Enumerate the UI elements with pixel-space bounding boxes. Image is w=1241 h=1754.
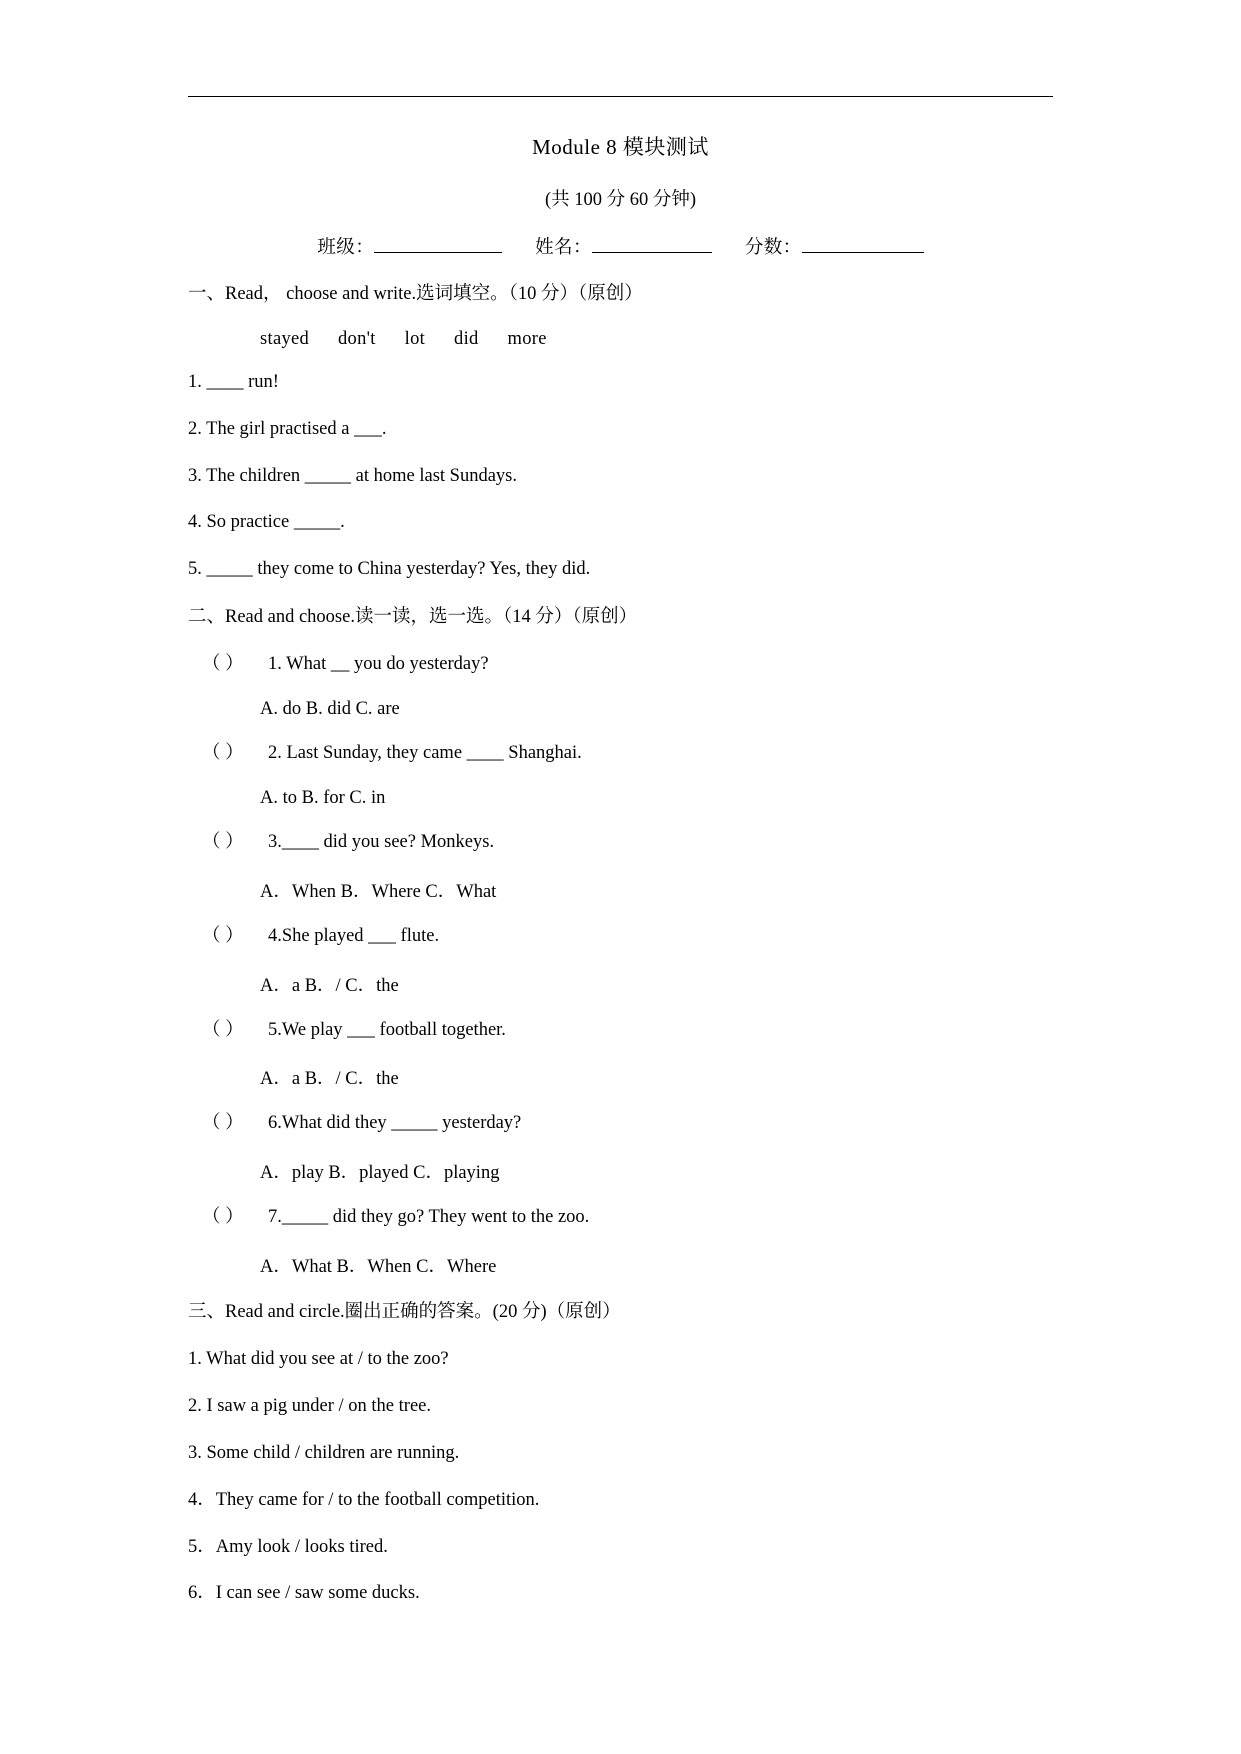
- header-divider: [188, 96, 1053, 97]
- wordbank-word: did: [454, 328, 479, 349]
- section-2-item[interactable]: [188, 652, 1053, 678]
- question-text: 7._____ did they go? They went to the zoo.: [268, 1207, 590, 1228]
- name-input-blank[interactable]: [592, 252, 712, 253]
- section-1-wordbank: [188, 329, 1053, 350]
- section-3-item[interactable]: 2. I saw a pig under / on the tree.: [188, 1395, 431, 1416]
- wordbank-word: don't: [338, 328, 376, 349]
- name-label: 姓名：: [535, 238, 592, 258]
- section-2-item[interactable]: [188, 1205, 1053, 1231]
- section-3-item[interactable]: 5．Amy look / looks tired.: [188, 1536, 388, 1557]
- exam-info-subtitle: (共 100 分 60 分钟): [544, 190, 697, 210]
- answer-bracket[interactable]: （ ）: [202, 742, 244, 763]
- section-3-item[interactable]: 6．I can see / saw some ducks.: [188, 1583, 420, 1604]
- class-label: 班级：: [317, 238, 375, 258]
- section-1-item[interactable]: 5. _____ they come to China yesterday? Yes, they did.: [188, 559, 591, 580]
- answer-bracket[interactable]: （ ）: [202, 1207, 244, 1228]
- section-2-item[interactable]: [188, 741, 1053, 767]
- section-2-options[interactable]: A. do B. did C. are: [260, 698, 400, 719]
- section-2-item[interactable]: [188, 830, 1053, 856]
- section-2-options[interactable]: A．a B．/ C．the: [260, 975, 399, 996]
- wordbank-word: more: [507, 328, 547, 349]
- section-1-item[interactable]: 4. So practice _____.: [188, 512, 345, 533]
- section-2-options[interactable]: A．play B．played C．playing: [260, 1163, 500, 1184]
- document-body: [188, 96, 1053, 1628]
- question-text: 3.____ did you see? Monkeys.: [268, 831, 495, 852]
- question-text: 2. Last Sunday, they came ____ Shanghai.: [268, 742, 582, 763]
- question-text: 4.She played ___ flute.: [268, 925, 440, 946]
- section-1-item[interactable]: 1. ____ run!: [188, 371, 279, 392]
- section-3-heading: 三、Read and circle.圈出正确的答案。(20 分)（原创）: [188, 1302, 621, 1323]
- section-2-item[interactable]: [188, 1111, 1053, 1137]
- section-3-item[interactable]: 4．They came for / to the football competition.: [188, 1489, 540, 1510]
- student-info-line: [188, 233, 1053, 259]
- wordbank-word: lot: [404, 328, 426, 349]
- question-text: 6.What did they _____ yesterday?: [268, 1113, 522, 1134]
- section-2-options[interactable]: A．What B．When C．Where: [260, 1257, 497, 1278]
- section-1-item[interactable]: 2. The girl practised a ___.: [188, 418, 387, 439]
- section-2-options[interactable]: A．When B．Where C．What: [260, 881, 497, 902]
- question-text: 1. What __ you do yesterday?: [268, 653, 489, 674]
- answer-bracket[interactable]: （ ）: [202, 831, 244, 852]
- answer-bracket[interactable]: （ ）: [202, 1019, 244, 1040]
- section-2-heading: 二、Read and choose.读一读，选一选。（14 分）（原创）: [188, 607, 638, 628]
- answer-bracket[interactable]: （ ）: [202, 653, 244, 674]
- section-2-item[interactable]: [188, 924, 1053, 950]
- score-label: 分数：: [744, 238, 802, 258]
- section-1-heading: 一、Read， choose and write.选词填空。（10 分）（原创）: [188, 284, 643, 304]
- section-2-options[interactable]: A．a B．/ C．the: [260, 1069, 399, 1090]
- score-input-blank[interactable]: [802, 252, 924, 253]
- page-title: Module 8 模块测试: [532, 135, 709, 159]
- section-3-item[interactable]: 3. Some child / children are running.: [188, 1442, 460, 1463]
- section-3-item[interactable]: 1. What did you see at / to the zoo?: [188, 1348, 449, 1369]
- section-1-item[interactable]: 3. The children _____ at home last Sundays.: [188, 465, 518, 486]
- question-text: 5.We play ___ football together.: [268, 1019, 506, 1040]
- section-2-options[interactable]: A. to B. for C. in: [260, 787, 386, 808]
- wordbank-word: stayed: [260, 328, 310, 349]
- class-input-blank[interactable]: [374, 252, 502, 253]
- section-2-item[interactable]: [188, 1018, 1053, 1044]
- answer-bracket[interactable]: （ ）: [202, 925, 244, 946]
- answer-bracket[interactable]: （ ）: [202, 1113, 244, 1134]
